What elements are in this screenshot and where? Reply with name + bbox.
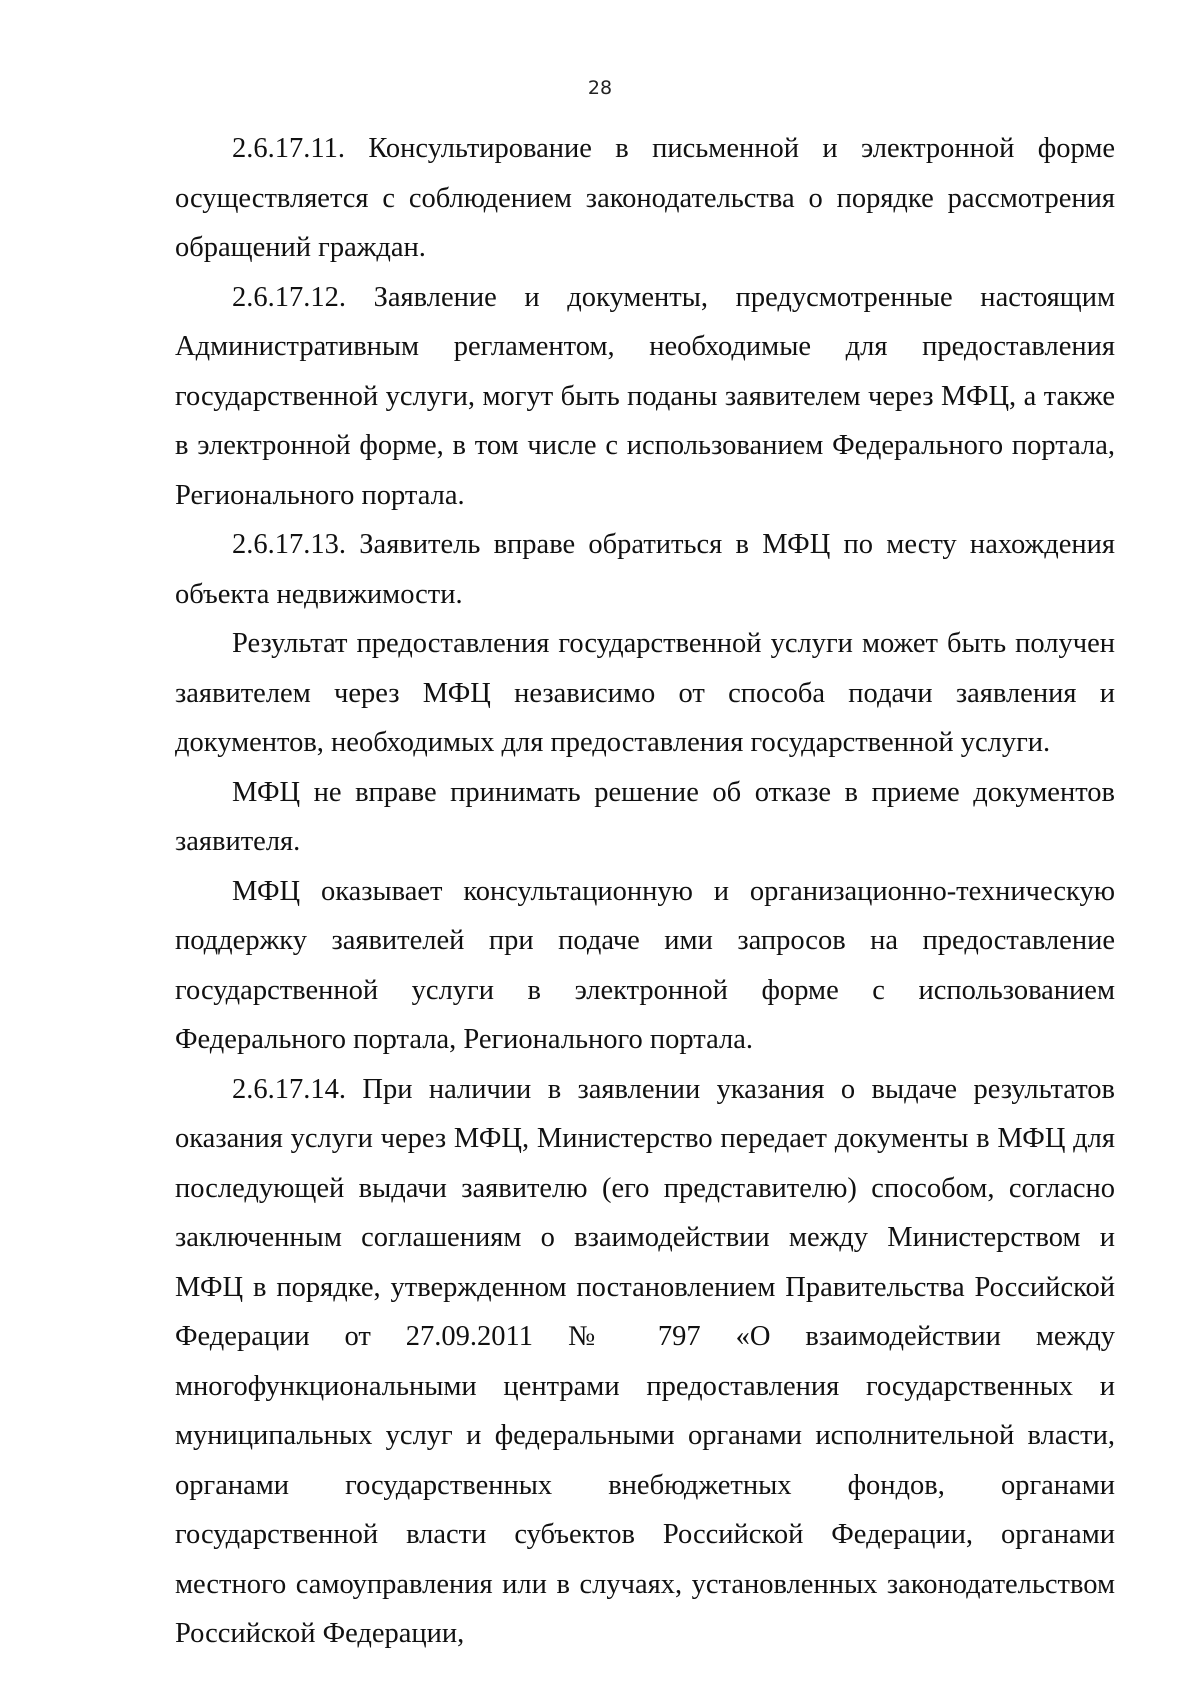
paragraph-2-6-17-11: 2.6.17.11. Консультирование в письменной и электронной форме осуществляется с соблюдением законодательства о порядке рассмотрения обращений граждан.	[175, 133, 1115, 263]
paragraph-mfc-support: МФЦ оказывает консультационную и организационно-техническую поддержку заявителей при подаче ими запросов на предоставление государственной услуги в электронной форме с использованием Федерального портала, Регионального портала.	[175, 875, 1115, 1055]
paragraph-2-6-17-12: 2.6.17.12. Заявление и документы, предусмотренные настоящим Административным регламентом, необходимые для предоставления государственной услуги, могут быть поданы заявителем через МФЦ, а также в электронной форме, в том числе с использованием Федерального портала, Регионального портала.	[175, 281, 1115, 511]
paragraph-2-6-17-14: 2.6.17.14. При наличии в заявлении указания о выдаче результатов оказания услуги через МФЦ, Министерство передает документы в МФЦ для последующей выдачи заявителю (его представителю) способом, согласно заключенным соглашениям о взаимодействии между Министерством и МФЦ в порядке, утвержденном постановлением Правительства Российской Федерации от 27.09.2011 № 797 «О взаимодействии между многофункциональными центрами предоставления государственных и муниципальных услуг и федеральными органами исполнительной власти, органами государственных внебюджетных фондов, органами государственной власти субъектов Российской Федерации, органами местного самоуправления или в случаях, установленных законодательством Российской Федерации,	[175, 1073, 1115, 1649]
paragraph-mfc-no-refusal: МФЦ не вправе принимать решение об отказе в приеме документов заявителя.	[175, 776, 1115, 857]
paragraph-result-via-mfc: Результат предоставления государственной услуги может быть получен заявителем через МФЦ независимо от способа подачи заявления и документов, необходимых для предоставления государственной услуги.	[175, 628, 1115, 758]
document-body	[175, 124, 1115, 1659]
paragraph-2-6-17-13: 2.6.17.13. Заявитель вправе обратиться в МФЦ по месту нахождения объекта недвижимости.	[175, 529, 1115, 610]
page-number: 28	[587, 77, 613, 99]
